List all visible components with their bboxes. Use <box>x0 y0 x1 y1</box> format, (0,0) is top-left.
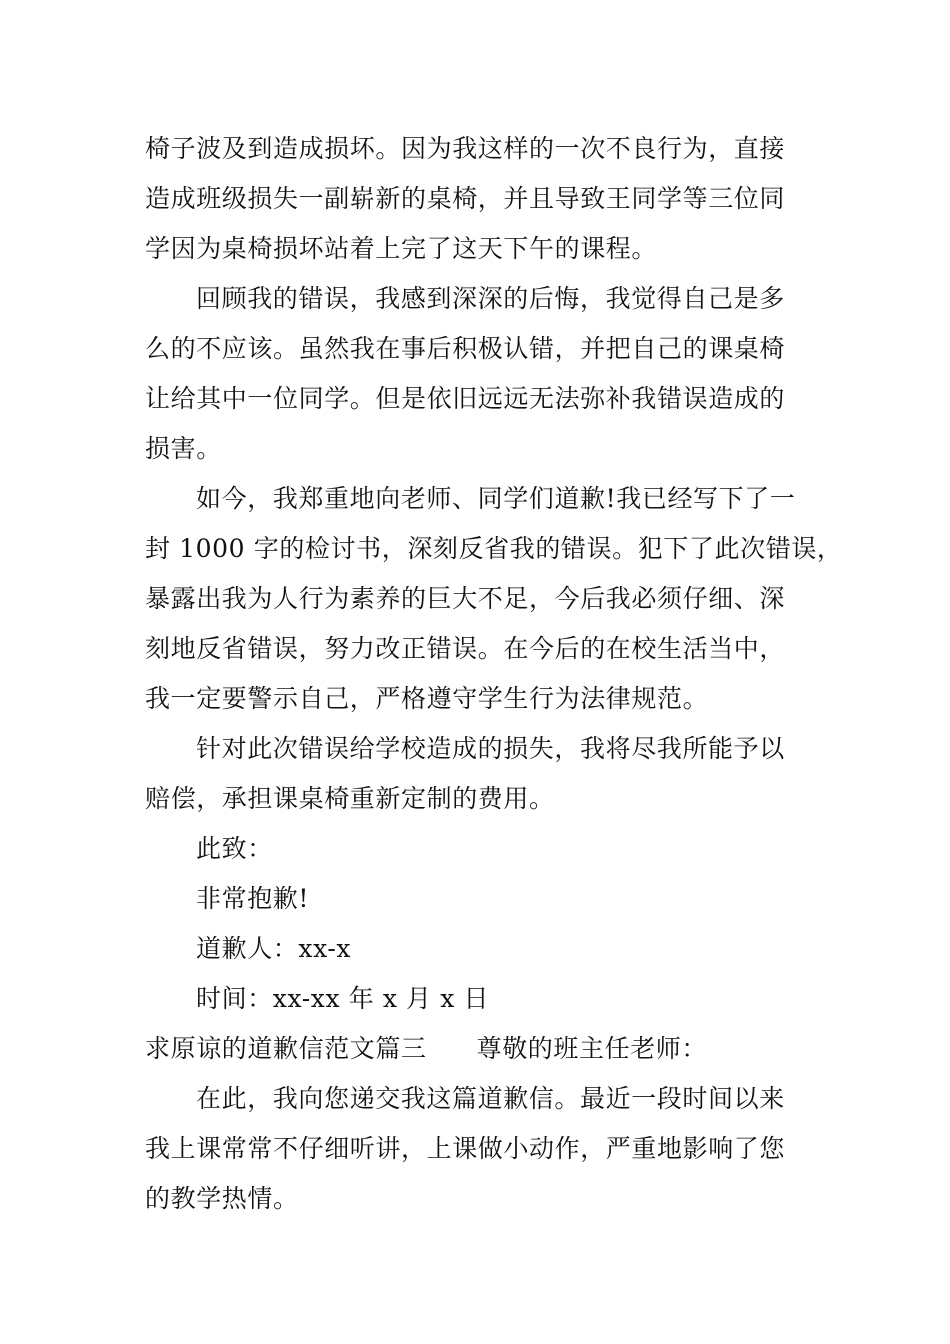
body-line: 赔偿，承担课桌椅重新定制的费用。 <box>145 784 555 813</box>
body-line: 刻地反省错误，努力改正错误。在今后的在校生活当中， <box>145 634 786 663</box>
paragraph-start-line: 如今，我郑重地向老师、同学们道歉!我已经写下了一 <box>196 484 796 513</box>
section-heading-row <box>145 1032 707 1066</box>
body-line: 我一定要警示自己，严格遵守学生行为法律规范。 <box>145 684 709 713</box>
paragraph-start-line: 回顾我的错误，我感到深深的后悔，我觉得自己是多 <box>196 284 785 313</box>
body-line: 造成班级损失一副崭新的桌椅，并且导致王同学等三位同 <box>145 184 786 213</box>
signature-line: 道歉人：xx-x <box>196 934 352 963</box>
salutation: 尊敬的班主任老师： <box>476 1034 708 1063</box>
body-line: 的教学热情。 <box>145 1184 299 1213</box>
body-line: 我上课常常不仔细听讲，上课做小动作，严重地影响了您 <box>145 1134 786 1163</box>
body-line: 学因为桌椅损坏站着上完了这天下午的课程。 <box>145 234 658 263</box>
paragraph-start-line: 针对此次错误给学校造成的损失，我将尽我所能予以 <box>196 734 785 763</box>
closing-line: 此致： <box>196 834 273 863</box>
body-line: 封 1000 字的检讨书，深刻反省我的错误。犯下了此次错误， <box>145 534 843 563</box>
apology-line: 非常抱歉! <box>196 884 310 913</box>
body-line: 损害。 <box>145 434 222 463</box>
body-line: 让给其中一位同学。但是依旧远远无法弥补我错误造成的 <box>145 384 786 413</box>
date-line: 时间：xx-xx 年 x 月 x 日 <box>196 984 490 1013</box>
section-heading: 求原谅的道歉信范文篇三 <box>145 1034 427 1063</box>
body-line: 暴露出我为人行为素养的巨大不足，今后我必须仔细、深 <box>145 584 786 613</box>
body-line: 么的不应该。虽然我在事后积极认错，并把自己的课桌椅 <box>145 334 786 363</box>
body-line: 椅子波及到造成损坏。因为我这样的一次不良行为，直接 <box>145 134 786 163</box>
paragraph-start-line: 在此，我向您递交我这篇道歉信。最近一段时间以来 <box>196 1084 785 1113</box>
